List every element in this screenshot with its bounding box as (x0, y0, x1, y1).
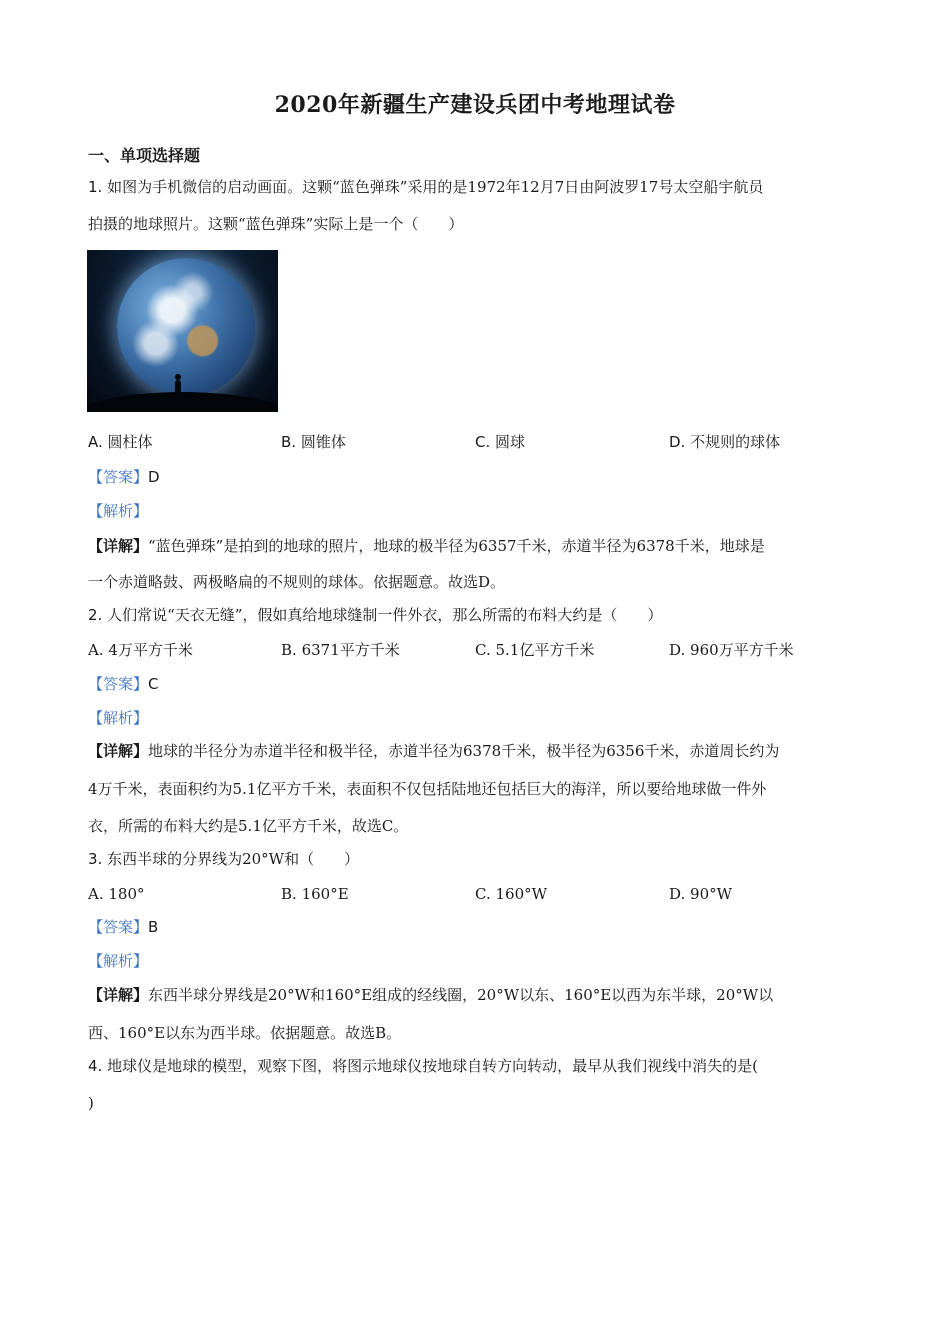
q2-stem: 2. 人们常说“天衣无缝”，假如真给地球缝制一件外衣，那么所需的布料大约是（ ） (88, 606, 663, 624)
person-silhouette-icon (175, 380, 181, 396)
q1-option-a: A. 圆柱体 (88, 433, 153, 451)
q1-stem-line1: 1. 如图为手机微信的启动画面。这颗“蓝色弹珠”采用的是1972年12月7日由阿波罗17号太空船宇航员 (88, 178, 764, 196)
q3-option-d: D. 90°W (669, 885, 733, 903)
q3-option-c: C. 160°W (475, 885, 548, 903)
q2-detail-line3: 衣，所需的布料大约是5.1亿平方千米，故选C。 (88, 817, 409, 835)
q4-stem-line2: ) (88, 1094, 94, 1112)
q1-detail-line1: 【详解】“蓝色弹珠”是拍到的地球的照片，地球的极半径为6357千米，赤道半径为6378千米，地球是 (88, 537, 765, 555)
q2-detail-line1: 【详解】地球的半径分为赤道半径和极半径，赤道半径为6378千米，极半径为6356千米，赤道周长约为 (88, 742, 780, 760)
horizon-silhouette (87, 392, 278, 412)
q1-stem-line2: 拍摄的地球照片。这颗“蓝色弹珠”实际上是一个（ ） (88, 215, 464, 233)
earth-globe (117, 258, 255, 396)
q1-analysis: 【解析】 (88, 502, 149, 520)
q2-option-b: B. 6371平方千米 (281, 641, 400, 659)
q3-detail-line1: 【详解】东西半球分界线是20°W和160°E组成的经线圈，20°W以东、160°E以西为东半球，20°W以 (88, 986, 774, 1004)
q2-answer: 【答案】C (88, 675, 159, 693)
q1-number: 1. (88, 178, 103, 196)
q3-stem: 3. 东西半球的分界线为20°W和（ ） (88, 850, 360, 868)
q1-answer: 【答案】D (88, 468, 160, 486)
q2-option-a: A. 4万平方千米 (88, 641, 193, 659)
q3-option-b: B. 160°E (281, 885, 349, 903)
earth-photo-icon (87, 250, 278, 412)
q3-option-a: A. 180° (88, 885, 145, 903)
q1-option-d: D. 不规则的球体 (669, 433, 781, 451)
q1-detail-line2: 一个赤道略鼓、两极略扁的不规则的球体。依据题意。故选D。 (88, 573, 506, 591)
q3-answer: 【答案】B (88, 918, 159, 936)
q2-option-d: D. 960万平方千米 (669, 641, 794, 659)
q2-analysis: 【解析】 (88, 709, 149, 727)
q2-detail-line2: 4万千米，表面积约为5.1亿平方千米，表面积不仅包括陆地还包括巨大的海洋，所以要给地球做一件外 (88, 780, 767, 798)
section-heading: 一、单项选择题 (88, 146, 201, 165)
q1-option-c: C. 圆球 (475, 433, 526, 451)
q1-option-b: B. 圆锥体 (281, 433, 346, 451)
q3-detail-line2: 西、160°E以东为西半球。依据题意。故选B。 (88, 1024, 402, 1042)
q3-analysis: 【解析】 (88, 952, 149, 970)
q2-option-c: C. 5.1亿平方千米 (475, 641, 595, 659)
q4-stem-line1: 4. 地球仪是地球的模型，观察下图，将图示地球仪按地球自转方向转动，最早从我们视线中消失的是( (88, 1057, 758, 1075)
page-title: 2020年新疆生产建设兵团中考地理试卷 (274, 92, 676, 118)
